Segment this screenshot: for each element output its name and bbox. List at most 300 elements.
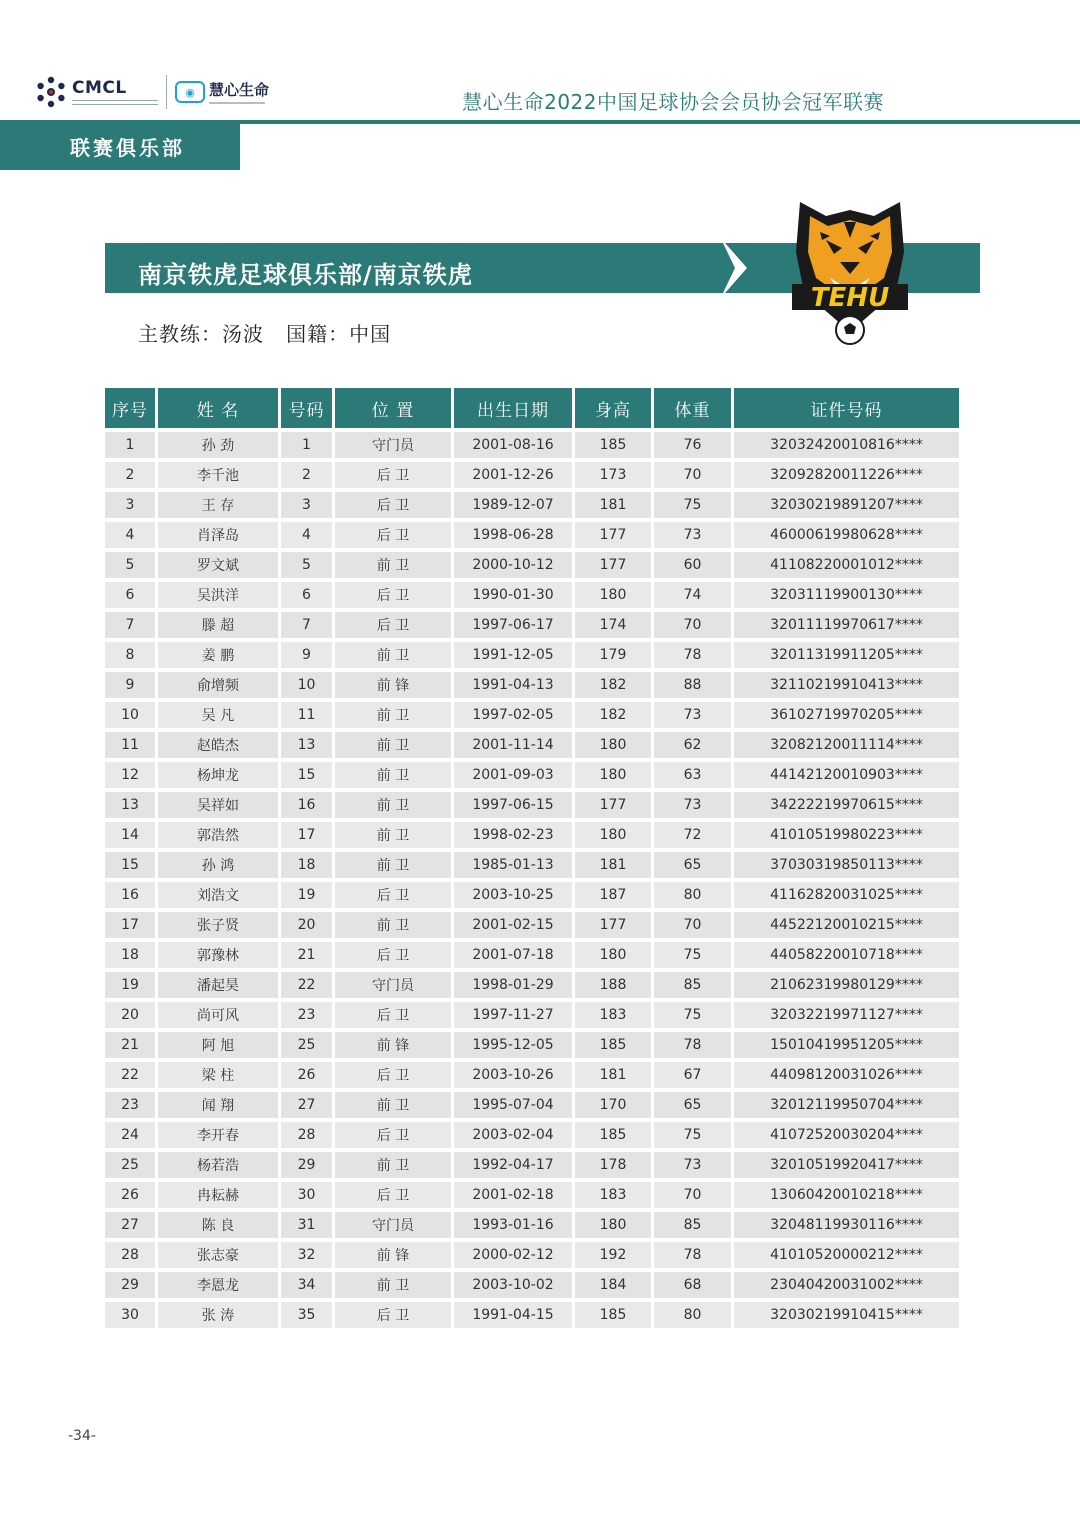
cell-weight: 85 [654, 1212, 731, 1238]
cell-number: 4 [281, 522, 332, 548]
cell-birthdate: 2003-10-26 [454, 1062, 572, 1088]
cell-height: 188 [575, 972, 651, 998]
table-row [105, 582, 959, 608]
cell-birthdate: 2001-09-03 [454, 762, 572, 788]
cell-name: 阿 旭 [158, 1032, 278, 1058]
cell-position: 后 卫 [335, 582, 451, 608]
cell-birthdate: 1993-01-16 [454, 1212, 572, 1238]
cell-name: 李千池 [158, 462, 278, 488]
header-weight: 体重 [654, 388, 731, 428]
cell-position: 前 卫 [335, 1272, 451, 1298]
cell-height: 178 [575, 1152, 651, 1178]
cell-name: 李恩龙 [158, 1272, 278, 1298]
coach-label: 主教练：汤波 [138, 322, 264, 346]
cell-number: 7 [281, 612, 332, 638]
cell-weight: 70 [654, 612, 731, 638]
cell-seq: 28 [105, 1242, 155, 1268]
cell-birthdate: 1995-12-05 [454, 1032, 572, 1058]
cell-number: 32 [281, 1242, 332, 1268]
tiger-club-logo-icon [786, 192, 914, 347]
cell-id-number: 41108220001012**** [734, 552, 959, 578]
table-row [105, 732, 959, 758]
cell-weight: 80 [654, 882, 731, 908]
cell-weight: 78 [654, 1032, 731, 1058]
table-row [105, 642, 959, 668]
cell-number: 13 [281, 732, 332, 758]
cell-number: 3 [281, 492, 332, 518]
cell-seq: 20 [105, 1002, 155, 1028]
header-birthdate: 出生日期 [454, 388, 572, 428]
table-row [105, 1092, 959, 1118]
cell-height: 181 [575, 1062, 651, 1088]
cell-birthdate: 2000-02-12 [454, 1242, 572, 1268]
cell-id-number: 32082120011114**** [734, 732, 959, 758]
cell-position: 守门员 [335, 1212, 451, 1238]
cell-height: 185 [575, 1302, 651, 1328]
cell-height: 177 [575, 552, 651, 578]
cell-birthdate: 1998-06-28 [454, 522, 572, 548]
table-row [105, 492, 959, 518]
cell-position: 前 锋 [335, 1242, 451, 1268]
cell-number: 15 [281, 762, 332, 788]
cell-seq: 3 [105, 492, 155, 518]
cell-name: 王 存 [158, 492, 278, 518]
cell-position: 后 卫 [335, 492, 451, 518]
cell-number: 21 [281, 942, 332, 968]
table-row [105, 1272, 959, 1298]
cell-id-number: 36102719970205**** [734, 702, 959, 728]
cell-id-number: 13060420010218**** [734, 1182, 959, 1208]
cell-id-number: 32032420010816**** [734, 432, 959, 458]
cell-height: 183 [575, 1002, 651, 1028]
table-row [105, 882, 959, 908]
table-row [105, 1242, 959, 1268]
cell-id-number: 15010419951205**** [734, 1032, 959, 1058]
cell-height: 180 [575, 1212, 651, 1238]
cell-weight: 73 [654, 702, 731, 728]
cell-seq: 6 [105, 582, 155, 608]
cell-id-number: 32010519920417**** [734, 1152, 959, 1178]
table-row [105, 1152, 959, 1178]
nationality-label: 国籍：中国 [286, 322, 392, 346]
section-tab [0, 120, 240, 170]
cell-id-number: 21062319980129**** [734, 972, 959, 998]
cell-number: 30 [281, 1182, 332, 1208]
cell-height: 181 [575, 852, 651, 878]
cell-id-number: 32031119900130**** [734, 582, 959, 608]
cell-position: 前 卫 [335, 1092, 451, 1118]
header-height: 身高 [575, 388, 651, 428]
cell-name: 梁 柱 [158, 1062, 278, 1088]
cell-weight: 75 [654, 942, 731, 968]
header-position: 位 置 [335, 388, 451, 428]
cell-weight: 70 [654, 462, 731, 488]
cell-height: 180 [575, 732, 651, 758]
cell-seq: 29 [105, 1272, 155, 1298]
cmcl-logo [34, 75, 158, 109]
cell-seq: 13 [105, 792, 155, 818]
cell-seq: 9 [105, 672, 155, 698]
cell-height: 184 [575, 1272, 651, 1298]
cell-weight: 65 [654, 852, 731, 878]
cell-weight: 65 [654, 1092, 731, 1118]
cell-seq: 24 [105, 1122, 155, 1148]
cell-position: 前 卫 [335, 1152, 451, 1178]
cell-height: 182 [575, 672, 651, 698]
cell-number: 6 [281, 582, 332, 608]
cell-id-number: 32032219971127**** [734, 1002, 959, 1028]
cell-weight: 60 [654, 552, 731, 578]
table-row [105, 1122, 959, 1148]
table-row [105, 1302, 959, 1328]
cell-number: 22 [281, 972, 332, 998]
cell-weight: 68 [654, 1272, 731, 1298]
cell-birthdate: 2001-11-14 [454, 732, 572, 758]
cell-weight: 78 [654, 1242, 731, 1268]
cell-birthdate: 2003-10-25 [454, 882, 572, 908]
cell-seq: 11 [105, 732, 155, 758]
cell-height: 170 [575, 1092, 651, 1118]
cell-height: 185 [575, 432, 651, 458]
cell-name: 滕 超 [158, 612, 278, 638]
cell-birthdate: 1997-06-17 [454, 612, 572, 638]
cell-height: 183 [575, 1182, 651, 1208]
huixin-logo [175, 81, 269, 104]
cell-position: 后 卫 [335, 1062, 451, 1088]
roster-table [102, 384, 962, 1332]
cell-height: 173 [575, 462, 651, 488]
cell-seq: 27 [105, 1212, 155, 1238]
cell-position: 后 卫 [335, 942, 451, 968]
table-row [105, 522, 959, 548]
cell-seq: 10 [105, 702, 155, 728]
cell-position: 守门员 [335, 432, 451, 458]
cell-seq: 1 [105, 432, 155, 458]
cell-height: 187 [575, 882, 651, 908]
cell-id-number: 41162820031025**** [734, 882, 959, 908]
cell-number: 34 [281, 1272, 332, 1298]
cell-number: 10 [281, 672, 332, 698]
cell-id-number: 44142120010903**** [734, 762, 959, 788]
cell-birthdate: 1990-01-30 [454, 582, 572, 608]
cell-position: 前 卫 [335, 852, 451, 878]
cell-name: 吴 凡 [158, 702, 278, 728]
cell-name: 肖泽岛 [158, 522, 278, 548]
table-row [105, 1212, 959, 1238]
cell-seq: 14 [105, 822, 155, 848]
cell-seq: 5 [105, 552, 155, 578]
cell-height: 177 [575, 912, 651, 938]
cell-weight: 63 [654, 762, 731, 788]
cell-position: 前 卫 [335, 642, 451, 668]
cell-name: 陈 良 [158, 1212, 278, 1238]
cell-seq: 4 [105, 522, 155, 548]
cell-position: 后 卫 [335, 1182, 451, 1208]
table-row [105, 972, 959, 998]
cell-name: 闻 翔 [158, 1092, 278, 1118]
cell-weight: 76 [654, 432, 731, 458]
cell-position: 后 卫 [335, 522, 451, 548]
cell-id-number: 23040420031002**** [734, 1272, 959, 1298]
table-row [105, 612, 959, 638]
cell-number: 35 [281, 1302, 332, 1328]
cell-weight: 73 [654, 1152, 731, 1178]
cell-id-number: 44522120010215**** [734, 912, 959, 938]
cell-birthdate: 1991-04-15 [454, 1302, 572, 1328]
roster-body [105, 432, 959, 1328]
club-name: 南京铁虎足球俱乐部/南京铁虎 [138, 261, 473, 289]
cell-seq: 2 [105, 462, 155, 488]
cell-name: 姜 鹏 [158, 642, 278, 668]
cell-position: 前 锋 [335, 1032, 451, 1058]
header-logos [34, 72, 269, 112]
table-header-row [105, 388, 959, 428]
cell-id-number: 32110219910413**** [734, 672, 959, 698]
table-row [105, 852, 959, 878]
cell-name: 郭浩然 [158, 822, 278, 848]
header-id-number: 证件号码 [734, 388, 959, 428]
cell-seq: 19 [105, 972, 155, 998]
cell-seq: 15 [105, 852, 155, 878]
cell-id-number: 37030319850113**** [734, 852, 959, 878]
cell-id-number: 34222219970615**** [734, 792, 959, 818]
cell-id-number: 44058220010718**** [734, 942, 959, 968]
cell-id-number: 32011119970617**** [734, 612, 959, 638]
cell-name: 郭豫林 [158, 942, 278, 968]
cell-seq: 18 [105, 942, 155, 968]
cell-seq: 8 [105, 642, 155, 668]
cell-position: 后 卫 [335, 882, 451, 908]
cell-id-number: 41072520030204**** [734, 1122, 959, 1148]
cell-height: 180 [575, 822, 651, 848]
cell-name: 吴洪洋 [158, 582, 278, 608]
table-row [105, 1002, 959, 1028]
cell-number: 2 [281, 462, 332, 488]
cell-height: 180 [575, 942, 651, 968]
cell-birthdate: 2001-08-16 [454, 432, 572, 458]
cell-seq: 25 [105, 1152, 155, 1178]
huixin-badge-icon: ◉ [175, 81, 205, 103]
cell-height: 177 [575, 522, 651, 548]
cell-seq: 12 [105, 762, 155, 788]
cell-height: 185 [575, 1032, 651, 1058]
cell-birthdate: 1992-04-17 [454, 1152, 572, 1178]
table-row [105, 912, 959, 938]
cell-birthdate: 1998-01-29 [454, 972, 572, 998]
cell-birthdate: 1997-11-27 [454, 1002, 572, 1028]
section-label: 联赛俱乐部 [70, 136, 185, 160]
cell-name: 孙 鸿 [158, 852, 278, 878]
cell-birthdate: 1985-01-13 [454, 852, 572, 878]
cell-number: 5 [281, 552, 332, 578]
cell-weight: 75 [654, 492, 731, 518]
event-title: 慧心生命2022中国足球协会会员协会冠军联赛 [462, 90, 884, 114]
header-number: 号码 [281, 388, 332, 428]
cell-position: 前 卫 [335, 792, 451, 818]
cell-number: 25 [281, 1032, 332, 1058]
cell-id-number: 46000619980628**** [734, 522, 959, 548]
cell-position: 后 卫 [335, 1122, 451, 1148]
cell-id-number: 32012119950704**** [734, 1092, 959, 1118]
cmcl-logo-text: CMCL [72, 78, 127, 98]
cell-number: 9 [281, 642, 332, 668]
huixin-logo-underline [209, 102, 265, 104]
cell-height: 192 [575, 1242, 651, 1268]
cell-position: 前 卫 [335, 912, 451, 938]
cell-name: 吴祥如 [158, 792, 278, 818]
cell-position: 前 卫 [335, 552, 451, 578]
table-row [105, 552, 959, 578]
cell-name: 尚可风 [158, 1002, 278, 1028]
cell-birthdate: 2003-10-02 [454, 1272, 572, 1298]
cell-birthdate: 1995-07-04 [454, 1092, 572, 1118]
cell-position: 前 卫 [335, 732, 451, 758]
table-row [105, 672, 959, 698]
cell-weight: 70 [654, 1182, 731, 1208]
cell-birthdate: 1997-02-05 [454, 702, 572, 728]
cell-weight: 88 [654, 672, 731, 698]
table-row [105, 462, 959, 488]
cell-birthdate: 2001-12-26 [454, 462, 572, 488]
cell-birthdate: 2001-07-18 [454, 942, 572, 968]
cell-position: 后 卫 [335, 462, 451, 488]
cell-name: 张志豪 [158, 1242, 278, 1268]
cell-id-number: 32048119930116**** [734, 1212, 959, 1238]
page-number: -34- [68, 1428, 96, 1444]
coach-info [138, 318, 391, 347]
cell-number: 31 [281, 1212, 332, 1238]
cell-number: 27 [281, 1092, 332, 1118]
cell-number: 26 [281, 1062, 332, 1088]
cell-seq: 21 [105, 1032, 155, 1058]
cell-position: 守门员 [335, 972, 451, 998]
huixin-logo-text: 慧心生命 [209, 80, 270, 99]
cell-position: 前 卫 [335, 822, 451, 848]
cell-name: 刘浩文 [158, 882, 278, 908]
cell-name: 杨坤龙 [158, 762, 278, 788]
cell-seq: 26 [105, 1182, 155, 1208]
table-row [105, 1062, 959, 1088]
cell-id-number: 44098120031026**** [734, 1062, 959, 1088]
cell-height: 179 [575, 642, 651, 668]
table-row [105, 792, 959, 818]
cell-weight: 62 [654, 732, 731, 758]
cell-number: 23 [281, 1002, 332, 1028]
snowflake-logo-icon [34, 75, 68, 109]
logo-divider [166, 75, 167, 109]
cell-weight: 72 [654, 822, 731, 848]
cell-name: 赵皓杰 [158, 732, 278, 758]
cell-birthdate: 1991-04-13 [454, 672, 572, 698]
cell-birthdate: 2000-10-12 [454, 552, 572, 578]
cell-name: 潘起昊 [158, 972, 278, 998]
cell-weight: 70 [654, 912, 731, 938]
cell-position: 后 卫 [335, 1302, 451, 1328]
cell-birthdate: 2001-02-18 [454, 1182, 572, 1208]
cell-id-number: 41010520000212**** [734, 1242, 959, 1268]
cell-weight: 75 [654, 1002, 731, 1028]
cell-number: 28 [281, 1122, 332, 1148]
cell-id-number: 32092820011226**** [734, 462, 959, 488]
cell-position: 后 卫 [335, 612, 451, 638]
tiger-logo-text: TEHU [810, 283, 890, 313]
cell-birthdate: 1997-06-15 [454, 792, 572, 818]
cell-birthdate: 1991-12-05 [454, 642, 572, 668]
table-row [105, 702, 959, 728]
cell-height: 180 [575, 762, 651, 788]
cell-number: 11 [281, 702, 332, 728]
cell-position: 前 卫 [335, 762, 451, 788]
cell-number: 18 [281, 852, 332, 878]
cell-name: 张 涛 [158, 1302, 278, 1328]
table-row [105, 1182, 959, 1208]
cell-seq: 23 [105, 1092, 155, 1118]
cell-number: 1 [281, 432, 332, 458]
cell-weight: 80 [654, 1302, 731, 1328]
cell-id-number: 41010519980223**** [734, 822, 959, 848]
cell-weight: 75 [654, 1122, 731, 1148]
cell-name: 俞增频 [158, 672, 278, 698]
cell-number: 20 [281, 912, 332, 938]
cell-seq: 7 [105, 612, 155, 638]
cell-weight: 73 [654, 522, 731, 548]
cell-id-number: 32030219891207**** [734, 492, 959, 518]
cell-height: 177 [575, 792, 651, 818]
table-row [105, 1032, 959, 1058]
cell-birthdate: 1998-02-23 [454, 822, 572, 848]
table-row [105, 762, 959, 788]
table-row [105, 432, 959, 458]
cell-number: 17 [281, 822, 332, 848]
cell-number: 19 [281, 882, 332, 908]
cell-name: 李开春 [158, 1122, 278, 1148]
cell-seq: 17 [105, 912, 155, 938]
cell-height: 181 [575, 492, 651, 518]
cmcl-logo-underline [72, 100, 158, 105]
cell-birthdate: 2001-02-15 [454, 912, 572, 938]
header-name: 姓 名 [158, 388, 278, 428]
cell-name: 孙 劲 [158, 432, 278, 458]
cell-position: 后 卫 [335, 1002, 451, 1028]
cell-name: 张子贤 [158, 912, 278, 938]
cell-birthdate: 1989-12-07 [454, 492, 572, 518]
cell-seq: 22 [105, 1062, 155, 1088]
cell-height: 182 [575, 702, 651, 728]
cell-height: 174 [575, 612, 651, 638]
cell-birthdate: 2003-02-04 [454, 1122, 572, 1148]
cell-weight: 78 [654, 642, 731, 668]
cell-number: 16 [281, 792, 332, 818]
cell-name: 罗文斌 [158, 552, 278, 578]
table-row [105, 942, 959, 968]
cell-number: 29 [281, 1152, 332, 1178]
cell-weight: 85 [654, 972, 731, 998]
cell-height: 180 [575, 582, 651, 608]
cell-position: 前 卫 [335, 702, 451, 728]
cell-id-number: 32030219910415**** [734, 1302, 959, 1328]
cell-height: 185 [575, 1122, 651, 1148]
header-seq: 序号 [105, 388, 155, 428]
cell-weight: 73 [654, 792, 731, 818]
cell-seq: 30 [105, 1302, 155, 1328]
cell-name: 冉耘赫 [158, 1182, 278, 1208]
table-row [105, 822, 959, 848]
cell-seq: 16 [105, 882, 155, 908]
cell-position: 前 锋 [335, 672, 451, 698]
cell-weight: 74 [654, 582, 731, 608]
cell-id-number: 32011319911205**** [734, 642, 959, 668]
cell-weight: 67 [654, 1062, 731, 1088]
